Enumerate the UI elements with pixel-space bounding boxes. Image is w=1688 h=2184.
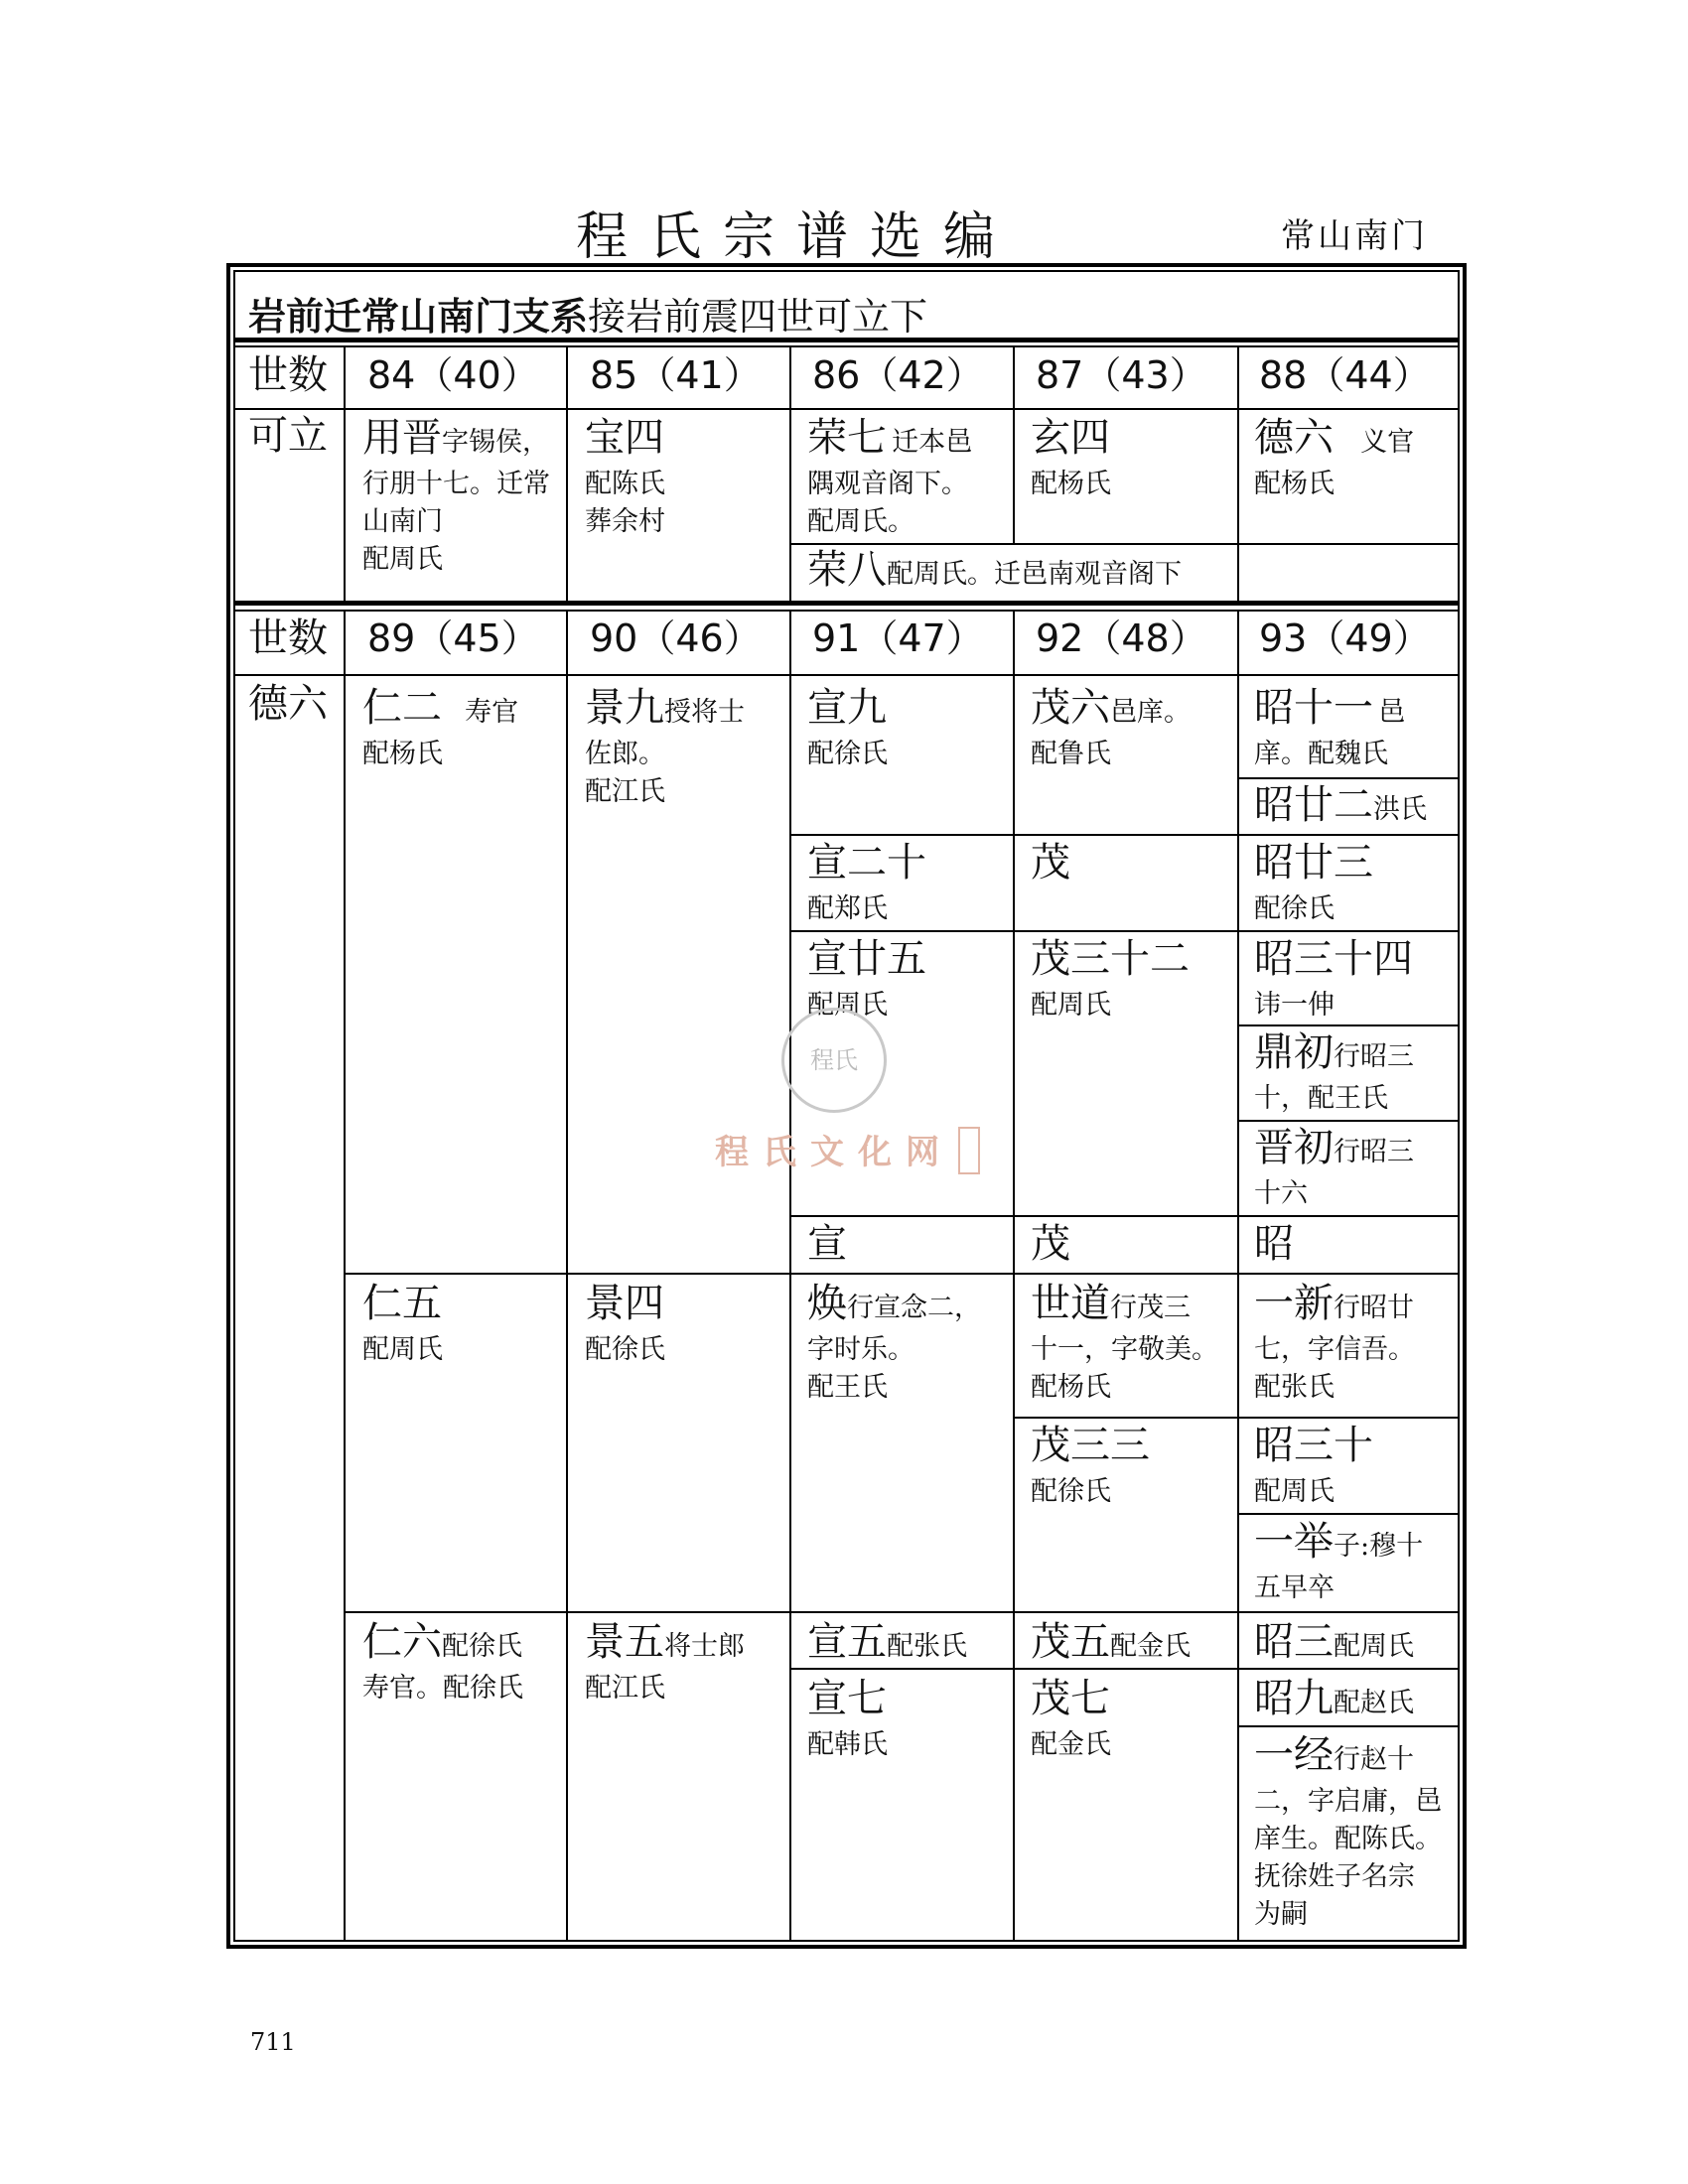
person-name: 仁六	[362, 1619, 442, 1665]
watermark-seal-icon: 程氏	[781, 1008, 887, 1113]
person-entry	[807, 547, 1182, 593]
person-entry	[585, 685, 745, 731]
rule	[1238, 1513, 1460, 1515]
person-note: 配周氏。迁邑南观音阁下	[887, 559, 1182, 590]
person-name: 荣八	[807, 547, 887, 593]
person-note: 佐郎。	[585, 739, 665, 769]
person-note: 行茂三	[1110, 1293, 1191, 1323]
gen-header: 87（43）	[1036, 353, 1207, 397]
person-name: 宣	[807, 1221, 847, 1267]
person-name: 晋初	[1254, 1125, 1334, 1170]
person-name: 昭三十	[1254, 1423, 1373, 1468]
person-name: 宣二十	[807, 840, 926, 886]
rule	[233, 601, 1460, 606]
page-title: 程氏宗谱选编	[576, 207, 1018, 267]
person-entry	[1254, 1029, 1414, 1075]
person-name: 一经	[1254, 1732, 1334, 1778]
rule	[1238, 1120, 1460, 1122]
rule	[789, 347, 791, 601]
person-name: 宣九	[807, 685, 887, 731]
rule	[233, 345, 1460, 347]
gen-header: 92（48）	[1036, 616, 1207, 660]
ancestor-label: 可立	[248, 413, 328, 459]
rule	[789, 612, 791, 1942]
person-note: 行昭三	[1334, 1041, 1414, 1072]
person-entry	[585, 1619, 745, 1665]
person-note: 配杨氏	[1031, 1372, 1111, 1403]
person-entry	[1031, 1619, 1191, 1665]
person-name: 世道	[1031, 1281, 1110, 1326]
person-name: 昭三	[1254, 1619, 1334, 1665]
person-name: 昭九	[1254, 1676, 1334, 1721]
person-note: 配杨氏	[362, 739, 443, 769]
person-note: 配江氏	[585, 1673, 665, 1704]
person-note: 配周氏	[1334, 1631, 1414, 1662]
person-note: 十，配王氏	[1254, 1083, 1388, 1114]
person-name: 茂六	[1031, 685, 1110, 731]
person-note: 行昭三	[1334, 1137, 1414, 1167]
gen-header: 91（47）	[812, 616, 984, 660]
person-note: 配周氏	[362, 544, 443, 575]
person-note: 十一，字敬美。	[1031, 1334, 1218, 1365]
person-name: 景五	[585, 1619, 664, 1665]
person-note: 配徐氏	[1254, 893, 1335, 924]
rule	[344, 612, 346, 1942]
person-entry	[807, 1619, 967, 1665]
person-name: 用晋	[362, 415, 442, 461]
rule	[1237, 612, 1239, 1942]
generation-label: 世数	[248, 615, 328, 661]
person-note: 寿官	[465, 697, 519, 728]
person-note: 庠生。配陈氏。	[1254, 1824, 1442, 1854]
person-note: 行朋十七。迁常	[362, 469, 550, 499]
person-note: 配周氏	[807, 990, 888, 1021]
person-note: 葬余村	[585, 506, 665, 537]
page-number: 711	[250, 2028, 296, 2056]
person-entry	[1254, 1281, 1414, 1326]
person-name: 宝四	[585, 415, 664, 461]
section-tag: 常山南门	[1281, 216, 1428, 256]
person-note: 配张氏	[887, 1631, 967, 1662]
branch-heading	[248, 286, 927, 341]
rule	[1238, 777, 1460, 779]
person-name: 焕	[807, 1281, 847, 1326]
person-note: 配杨氏	[1254, 469, 1335, 499]
rule	[1013, 612, 1015, 1942]
person-note: 配周氏	[362, 1334, 443, 1365]
gen-header: 88（44）	[1259, 353, 1431, 397]
person-name: 德六	[1254, 415, 1334, 461]
person-note: 配郑氏	[807, 893, 888, 924]
person-name: 景九	[585, 685, 664, 731]
person-name: 宣七	[807, 1676, 887, 1721]
rule	[1238, 1725, 1460, 1727]
rule	[789, 1215, 1460, 1217]
person-name: 茂	[1031, 840, 1070, 886]
person-note: 山南门	[362, 506, 443, 537]
person-name: 荣七	[807, 415, 887, 461]
person-entry	[1031, 1281, 1191, 1326]
person-note: 义官	[1360, 427, 1415, 458]
person-note: 隅观音阁下。	[807, 469, 968, 499]
rule	[566, 612, 568, 1942]
rule	[789, 543, 1460, 545]
person-name: 茂	[1031, 1221, 1070, 1267]
rule	[345, 1273, 1460, 1275]
person-name: 一新	[1254, 1281, 1334, 1326]
rule	[1237, 347, 1239, 601]
person-name: 宣廿五	[807, 936, 926, 982]
ancestor-label: 德六	[248, 681, 328, 727]
rule	[345, 1611, 1460, 1613]
watermark-text: 程氏文化网	[715, 1133, 953, 1172]
rule	[1013, 347, 1015, 543]
rule	[233, 610, 1460, 612]
rule	[1238, 1024, 1460, 1026]
person-note: 五早卒	[1254, 1572, 1335, 1603]
person-entry	[1254, 1125, 1414, 1170]
gen-header: 84（40）	[367, 353, 539, 397]
person-note: 邑庠。	[1110, 697, 1191, 728]
person-entry	[362, 415, 549, 461]
person-name: 宣五	[807, 1619, 887, 1665]
watermark-stamp-icon	[958, 1127, 980, 1174]
person-note: 配徐氏	[807, 739, 888, 769]
rule	[789, 834, 1460, 836]
gen-header: 86（42）	[812, 353, 984, 397]
person-name: 一举	[1254, 1519, 1334, 1565]
person-note: 配徐氏	[585, 1334, 665, 1365]
person-entry	[1254, 685, 1405, 731]
person-name: 鼎初	[1254, 1029, 1334, 1075]
person-note: 配张氏	[1254, 1372, 1335, 1403]
rule	[233, 408, 1460, 410]
person-note: 讳一伸	[1254, 990, 1335, 1021]
person-name: 仁二	[362, 685, 442, 731]
person-name: 茂五	[1031, 1619, 1110, 1665]
person-entry	[807, 415, 972, 461]
person-name: 昭三十四	[1254, 936, 1413, 982]
person-entry	[362, 1619, 522, 1665]
person-note: 配王氏	[807, 1372, 888, 1403]
person-note: 为嗣	[1254, 1899, 1308, 1930]
person-name: 茂七	[1031, 1676, 1110, 1721]
person-note: 七，字信吾。	[1254, 1334, 1415, 1365]
person-note: 行宣念二，	[847, 1293, 981, 1323]
person-note: 配徐氏	[442, 1631, 522, 1662]
rule	[566, 347, 568, 601]
rule	[344, 347, 346, 601]
person-note: 十六	[1254, 1178, 1308, 1209]
person-note: 配周氏	[1254, 1476, 1335, 1507]
person-note: 配江氏	[585, 776, 665, 807]
person-note: 邑	[1378, 697, 1406, 728]
rule	[789, 1668, 1460, 1670]
person-name: 茂三十二	[1031, 936, 1190, 982]
person-entry	[1254, 782, 1427, 828]
person-note: 字锡侯，	[442, 427, 549, 458]
rule	[789, 930, 1460, 932]
person-entry	[1254, 1676, 1414, 1721]
person-note: 庠。配魏氏	[1254, 739, 1388, 769]
person-note: 配陈氏	[585, 469, 665, 499]
person-note: 迁本邑	[892, 427, 973, 458]
person-note: 二，字启庸，邑	[1254, 1786, 1442, 1817]
branch-name: 岩前迁常山南门支系	[248, 294, 589, 339]
person-name: 昭十一	[1254, 685, 1373, 731]
gen-header: 90（46）	[590, 616, 762, 660]
person-name: 仁五	[362, 1281, 442, 1326]
person-note: 配赵氏	[1334, 1688, 1414, 1718]
rule	[233, 674, 1460, 676]
person-note: 配周氏。	[807, 506, 914, 537]
gen-header: 85（41）	[590, 353, 762, 397]
person-note: 配金氏	[1110, 1631, 1191, 1662]
person-note: 配鲁氏	[1031, 739, 1111, 769]
gen-header: 93（49）	[1259, 616, 1431, 660]
person-name: 昭廿二	[1254, 782, 1373, 828]
person-note: 抚徐姓子名宗	[1254, 1861, 1415, 1892]
person-name: 昭	[1254, 1221, 1294, 1267]
person-entry	[1254, 1732, 1414, 1778]
person-entry	[1254, 1519, 1423, 1565]
person-name: 景四	[585, 1281, 664, 1326]
person-note: 配周氏	[1031, 990, 1111, 1021]
person-note: 字时乐。	[807, 1334, 914, 1365]
person-note: 配金氏	[1031, 1729, 1111, 1760]
person-note: 配韩氏	[807, 1729, 888, 1760]
branch-note: 接岩前震四世可立下	[588, 295, 928, 339]
person-note: 授将士	[664, 697, 745, 728]
person-entry	[362, 685, 518, 731]
person-note: 子:穆十	[1334, 1531, 1424, 1562]
person-note: 洪氏	[1373, 794, 1427, 825]
generation-label: 世数	[248, 352, 328, 398]
person-entry	[1254, 415, 1414, 461]
person-note: 将士郎	[664, 1631, 745, 1662]
person-entry	[1031, 685, 1191, 731]
person-note: 行昭廿	[1334, 1293, 1414, 1323]
person-name: 玄四	[1031, 415, 1110, 461]
person-note: 寿官。配徐氏	[362, 1673, 523, 1704]
person-name: 茂三三	[1031, 1423, 1150, 1468]
person-entry	[807, 1281, 981, 1326]
person-note: 配杨氏	[1031, 469, 1111, 499]
person-entry	[1254, 1619, 1414, 1665]
person-note: 配徐氏	[1031, 1476, 1111, 1507]
gen-header: 89（45）	[367, 616, 539, 660]
person-name: 昭廿三	[1254, 840, 1373, 886]
person-note: 行赵十	[1334, 1744, 1414, 1775]
